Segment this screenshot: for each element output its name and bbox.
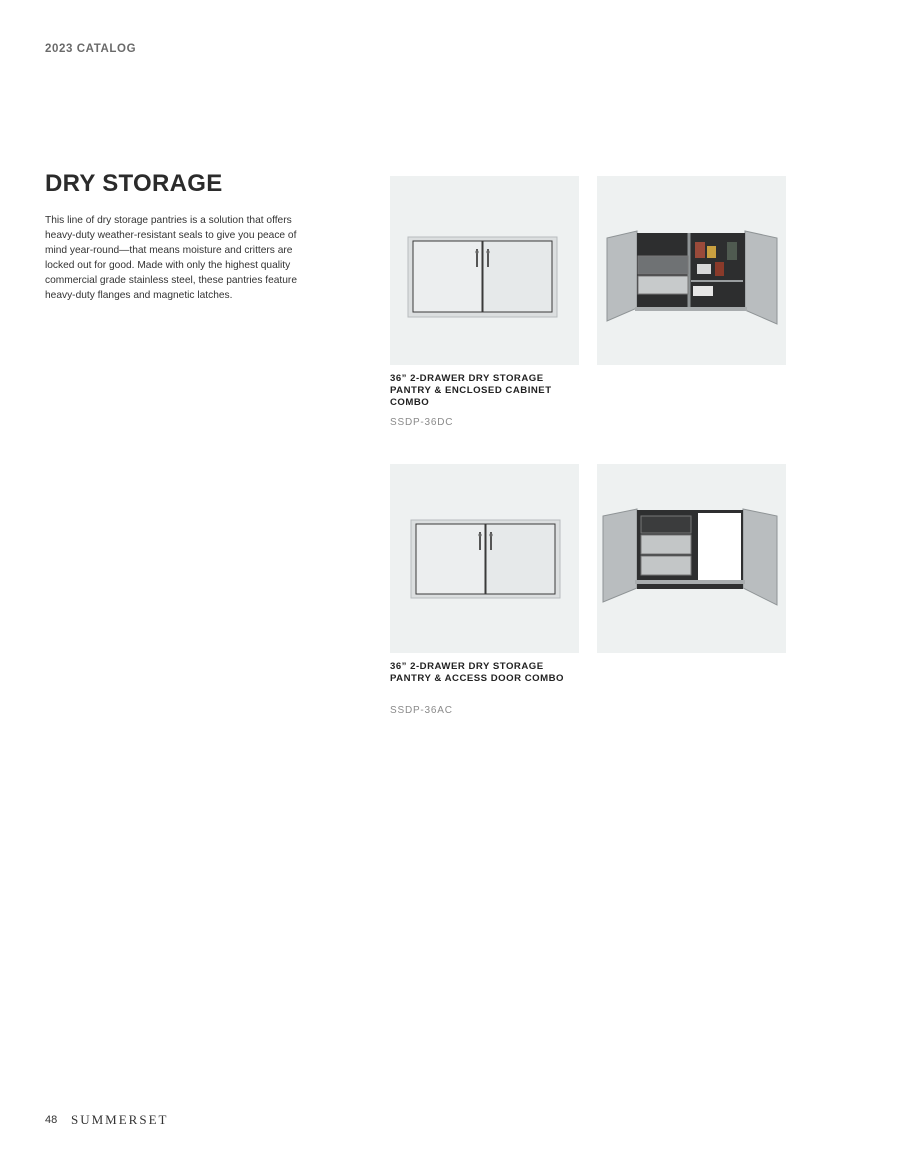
section-description: This line of dry storage pantries is a solution that offers heavy-duty weather-resistant seals to give you peace of mind year-round—that means moisture and critters are locked out for good. Made with only the highest quality commercial grade stainless steel, these pantries feature heavy-duty flanges and magnetic latches. <box>45 215 297 302</box>
product-1-name: 36” 2-DRAWER DRY STORAGE PANTRY & ENCLOSED CABINET COMBO <box>390 373 552 408</box>
section-title: DRY STORAGE <box>45 170 223 197</box>
product-2-sku: SSDP-36AC <box>390 705 453 716</box>
product-2-closed-image <box>390 464 579 653</box>
catalog-label: 2023 CATALOG <box>45 43 137 55</box>
brand-logo: SUMMERSET <box>71 1112 169 1127</box>
product-2-name: 36” 2-DRAWER DRY STORAGE PANTRY & ACCESS DOOR COMBO <box>390 661 564 684</box>
product-2-open-image <box>597 464 786 653</box>
product-1-closed-image <box>390 176 579 365</box>
product-1-sku: SSDP-36DC <box>390 417 454 428</box>
product-1-open-image <box>597 176 786 365</box>
page-number: 48 <box>45 1114 58 1126</box>
